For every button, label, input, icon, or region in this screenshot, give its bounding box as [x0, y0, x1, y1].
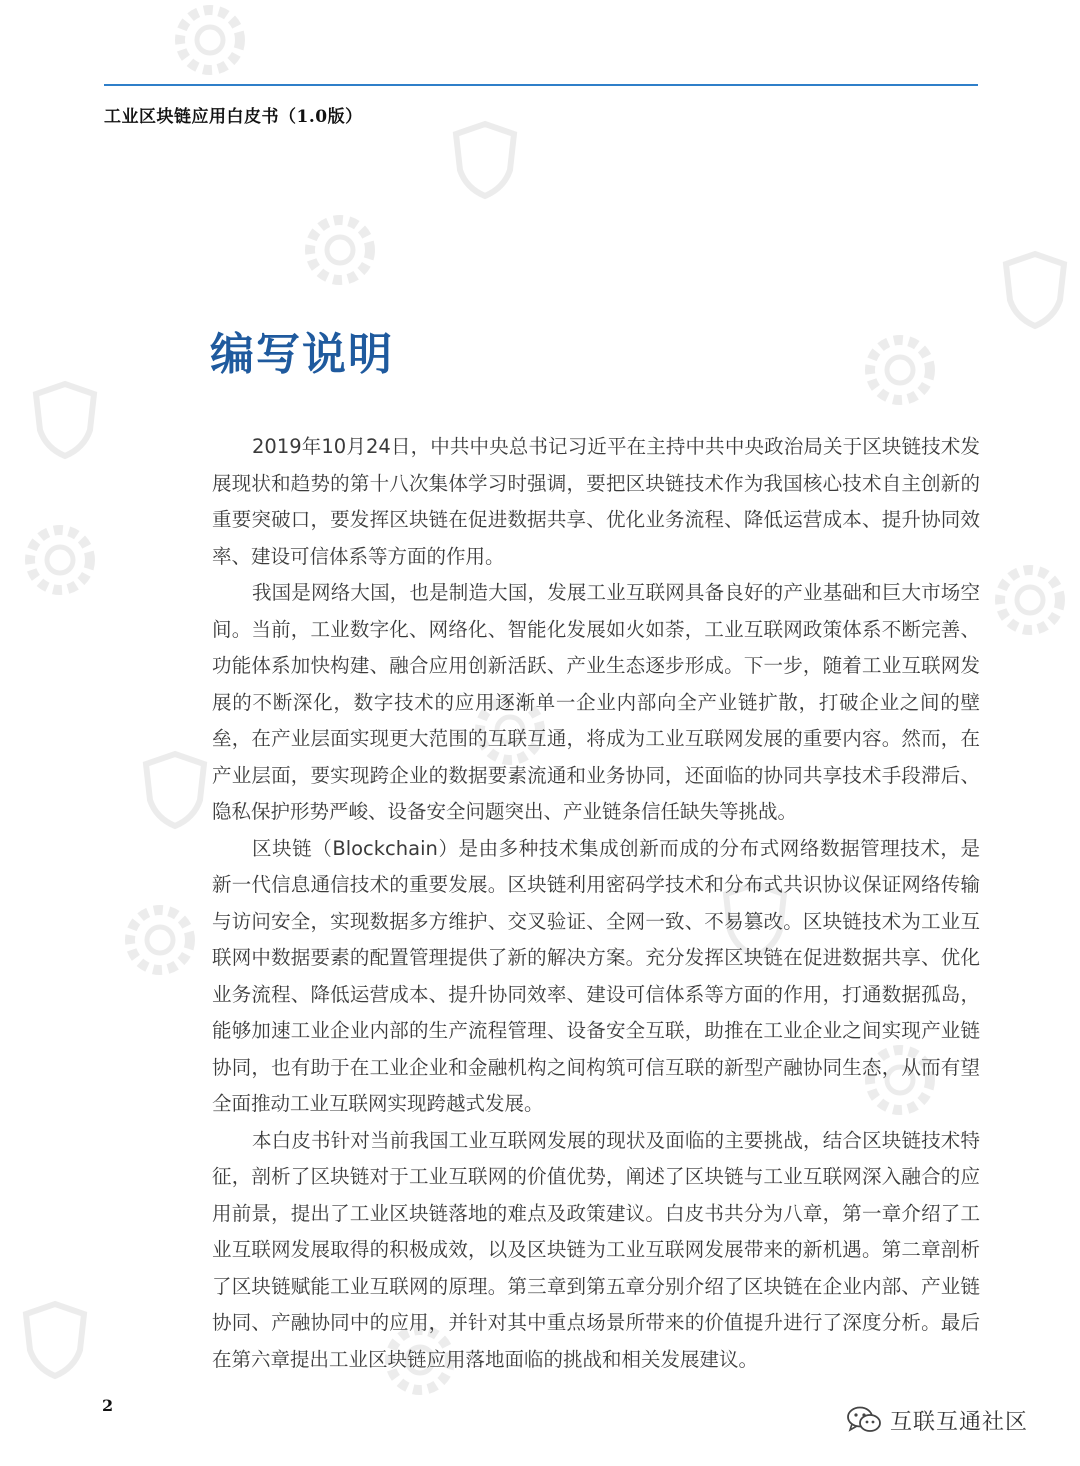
- watermark-gear-icon: [860, 330, 940, 410]
- watermark-gear-icon: [20, 520, 100, 600]
- watermark-gear-icon: [300, 210, 380, 290]
- page-number: 2: [102, 1396, 114, 1415]
- watermark-shield-icon: [450, 120, 520, 200]
- watermark-gear-icon: [120, 900, 200, 980]
- header-divider: [104, 84, 978, 86]
- paragraph: 区块链（Blockchain）是由多种技术集成创新而成的分布式网络数据管理技术，是新一代信息通信技术的重要发展。区块链利用密码学技术和分布式共识协议保证网络传输与访问安全，实现数据多方维护、交叉验证、全网一致、不易篡改。区块链技术为工业互联网中数据要素的配置管理提供了新的解决方案。充分发挥区块链在促进数据共享、优化业务流程、降低运营成本、提升协同效率、建设可信体系等方面的作用，打通数据孤岛，能够加速工业企业内部的生产流程管理、设备安全互联，助推在工业企业之间实现产业链协同，也有助于在工业企业和金融机构之间构筑可信互联的新型产融协同生态，从而有望全面推动工业互联网实现跨越式发展。: [212, 836, 980, 1115]
- watermark-gear-icon: [170, 0, 250, 80]
- page-title: 编写说明: [210, 329, 394, 380]
- body-text: [212, 429, 980, 1378]
- source-label: 互联互通社区: [890, 1409, 1029, 1435]
- watermark-shield-icon: [20, 1300, 90, 1380]
- paragraph: 我国是网络大国，也是制造大国，发展工业互联网具备良好的产业基础和巨大市场空间。当前，工业数字化、网络化、智能化发展如火如荼，工业互联网政策体系不断完善、功能体系加快构建、融合应用创新活跃、产业生态逐步形成。下一步，随着工业互联网发展的不断深化，数字技术的应用逐渐单一企业内部向全产业链扩散，打破企业之间的壁垒，在产业层面实现更大范围的互联互通，将成为工业互联网发展的重要内容。然而，在产业层面，要实现跨企业的数据要素流通和业务协同，还面临的协同共享技术手段滞后、隐私保护形势严峻、设备安全问题突出、产业链条信任缺失等挑战。: [212, 581, 980, 823]
- watermark-gear-icon: [990, 560, 1070, 640]
- watermark-shield-icon: [30, 380, 100, 460]
- wechat-icon: [846, 1405, 882, 1435]
- watermark-shield-icon: [1000, 250, 1070, 330]
- document-title: 工业区块链应用白皮书（1.0版）: [104, 107, 363, 127]
- paragraph: 2019年10月24日，中共中央总书记习近平在主持中共中央政治局关于区块链技术发展现状和趋势的第十八次集体学习时强调，要把区块链技术作为我国核心技术自主创新的重要突破口，要发挥区块链在促进数据共享、优化业务流程、降低运营成本、提升协同效率、建设可信体系等方面的作用。: [212, 435, 980, 568]
- source-badge: [846, 1404, 1028, 1436]
- paragraph: 本白皮书针对当前我国工业互联网发展的现状及面临的主要挑战，结合区块链技术特征，剖析了区块链对于工业互联网的价值优势，阐述了区块链与工业互联网深入融合的应用前景，提出了工业区块链落地的难点及政策建议。白皮书共分为八章，第一章介绍了工业互联网发展取得的积极成效，以及区块链为工业互联网发展带来的新机遇。第二章剖析了区块链赋能工业互联网的原理。第三章到第五章分别介绍了区块链在企业内部、产业链协同、产融协同中的应用，并针对其中重点场景所带来的价值提升进行了深度分析。最后在第六章提出工业区块链应用落地面临的挑战和相关发展建议。: [212, 1128, 980, 1371]
- watermark-shield-icon: [140, 750, 210, 830]
